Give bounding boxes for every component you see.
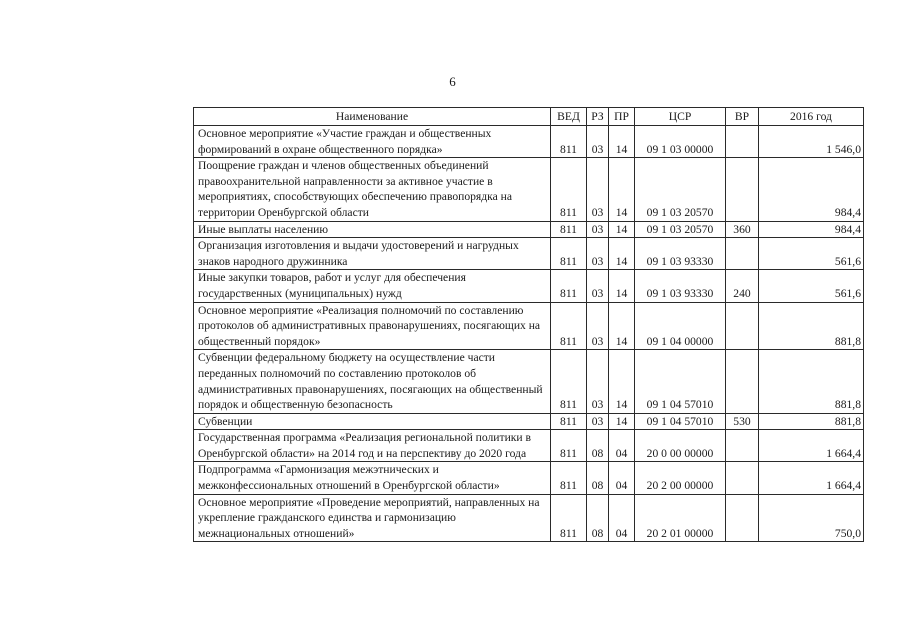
- row-name: Подпрограмма «Гармонизация межэтнических и межконфессиональных отношений в Оренбургской области»: [194, 462, 551, 494]
- table-row: [194, 270, 864, 302]
- table-header-row: [194, 108, 864, 126]
- row-csr: 09 1 03 20570: [635, 158, 726, 221]
- row-name: Основное мероприятие «Участие граждан и общественных формирований в охране общественного порядка»: [194, 126, 551, 158]
- row-pr: 14: [609, 302, 635, 350]
- row-csr: 09 1 04 57010: [635, 350, 726, 413]
- row-rz: 03: [587, 126, 609, 158]
- row-csr: 20 2 01 00000: [635, 494, 726, 542]
- row-amount: 881,8: [759, 413, 864, 430]
- row-csr: 09 1 03 93330: [635, 270, 726, 302]
- row-amount: 881,8: [759, 350, 864, 413]
- row-amount: 561,6: [759, 238, 864, 270]
- row-ved: 811: [551, 430, 587, 462]
- row-vr: [726, 462, 759, 494]
- row-ved: 811: [551, 270, 587, 302]
- row-ved: 811: [551, 494, 587, 542]
- header-csr: ЦСР: [635, 108, 726, 126]
- row-ved: 811: [551, 350, 587, 413]
- row-vr: [726, 350, 759, 413]
- table-row: [194, 221, 864, 238]
- row-ved: 811: [551, 221, 587, 238]
- row-amount: 881,8: [759, 302, 864, 350]
- row-vr: [726, 302, 759, 350]
- row-csr: 09 1 03 20570: [635, 221, 726, 238]
- row-ved: 811: [551, 413, 587, 430]
- row-rz: 03: [587, 350, 609, 413]
- budget-table: [193, 107, 864, 542]
- row-amount: 984,4: [759, 158, 864, 221]
- row-ved: 811: [551, 158, 587, 221]
- row-amount: 1 546,0: [759, 126, 864, 158]
- row-pr: 14: [609, 221, 635, 238]
- row-name: Субвенции: [194, 413, 551, 430]
- table-row: [194, 413, 864, 430]
- row-amount: 561,6: [759, 270, 864, 302]
- row-rz: 03: [587, 270, 609, 302]
- row-ved: 811: [551, 126, 587, 158]
- row-vr: 240: [726, 270, 759, 302]
- row-pr: 14: [609, 158, 635, 221]
- table-row: [194, 350, 864, 413]
- header-amount-2016: 2016 год: [759, 108, 864, 126]
- row-csr: 09 1 03 93330: [635, 238, 726, 270]
- row-vr: [726, 494, 759, 542]
- row-amount: 1 664,4: [759, 430, 864, 462]
- row-amount: 1 664,4: [759, 462, 864, 494]
- header-vr: ВР: [726, 108, 759, 126]
- row-vr: 360: [726, 221, 759, 238]
- row-pr: 14: [609, 126, 635, 158]
- table-row: [194, 302, 864, 350]
- row-name: Организация изготовления и выдачи удостоверений и нагрудных знаков народного дружинника: [194, 238, 551, 270]
- row-rz: 08: [587, 462, 609, 494]
- table-row: [194, 462, 864, 494]
- row-name: Субвенции федеральному бюджету на осуществление части переданных полномочий по составлению протоколов об административных правонарушениях, посягающих на общественный порядок и общественную безопасность: [194, 350, 551, 413]
- page-number: 6: [449, 74, 456, 89]
- table-row: [194, 126, 864, 158]
- row-rz: 03: [587, 302, 609, 350]
- row-ved: 811: [551, 238, 587, 270]
- row-pr: 04: [609, 430, 635, 462]
- header-rz: РЗ: [587, 108, 609, 126]
- row-csr: 20 0 00 00000: [635, 430, 726, 462]
- header-pr: ПР: [609, 108, 635, 126]
- row-vr: 530: [726, 413, 759, 430]
- header-ved: ВЕД: [551, 108, 587, 126]
- row-vr: [726, 126, 759, 158]
- row-vr: [726, 430, 759, 462]
- row-pr: 14: [609, 413, 635, 430]
- row-pr: 04: [609, 494, 635, 542]
- row-vr: [726, 158, 759, 221]
- row-pr: 14: [609, 238, 635, 270]
- row-name: Государственная программа «Реализация региональной политики в Оренбургской области» на 2014 год и на перспективу до 2020 года: [194, 430, 551, 462]
- row-pr: 14: [609, 350, 635, 413]
- row-amount: 750,0: [759, 494, 864, 542]
- row-name: Поощрение граждан и членов общественных объединений правоохранительной направленности за активное участие в мероприятиях, способствующих обеспечению правопорядка на территории Оренбургской области: [194, 158, 551, 221]
- table-row: [194, 430, 864, 462]
- row-csr: 09 1 04 57010: [635, 413, 726, 430]
- row-vr: [726, 238, 759, 270]
- table-row: [194, 238, 864, 270]
- row-rz: 03: [587, 158, 609, 221]
- row-csr: 09 1 04 00000: [635, 302, 726, 350]
- row-name: Иные выплаты населению: [194, 221, 551, 238]
- row-rz: 08: [587, 430, 609, 462]
- row-ved: 811: [551, 462, 587, 494]
- row-pr: 04: [609, 462, 635, 494]
- row-name: Основное мероприятие «Проведение мероприятий, направленных на укрепление гражданского единства и гармонизацию межнациональных отношений»: [194, 494, 551, 542]
- row-amount: 984,4: [759, 221, 864, 238]
- header-name: Наименование: [194, 108, 551, 126]
- row-rz: 08: [587, 494, 609, 542]
- row-rz: 03: [587, 413, 609, 430]
- table-row: [194, 158, 864, 221]
- row-ved: 811: [551, 302, 587, 350]
- row-name: Иные закупки товаров, работ и услуг для обеспечения государственных (муниципальных) нужд: [194, 270, 551, 302]
- row-csr: 09 1 03 00000: [635, 126, 726, 158]
- row-csr: 20 2 00 00000: [635, 462, 726, 494]
- row-rz: 03: [587, 238, 609, 270]
- table-row: [194, 494, 864, 542]
- row-name: Основное мероприятие «Реализация полномочий по составлению протоколов об административных правонарушениях, посягающих на общественный порядок»: [194, 302, 551, 350]
- row-rz: 03: [587, 221, 609, 238]
- row-pr: 14: [609, 270, 635, 302]
